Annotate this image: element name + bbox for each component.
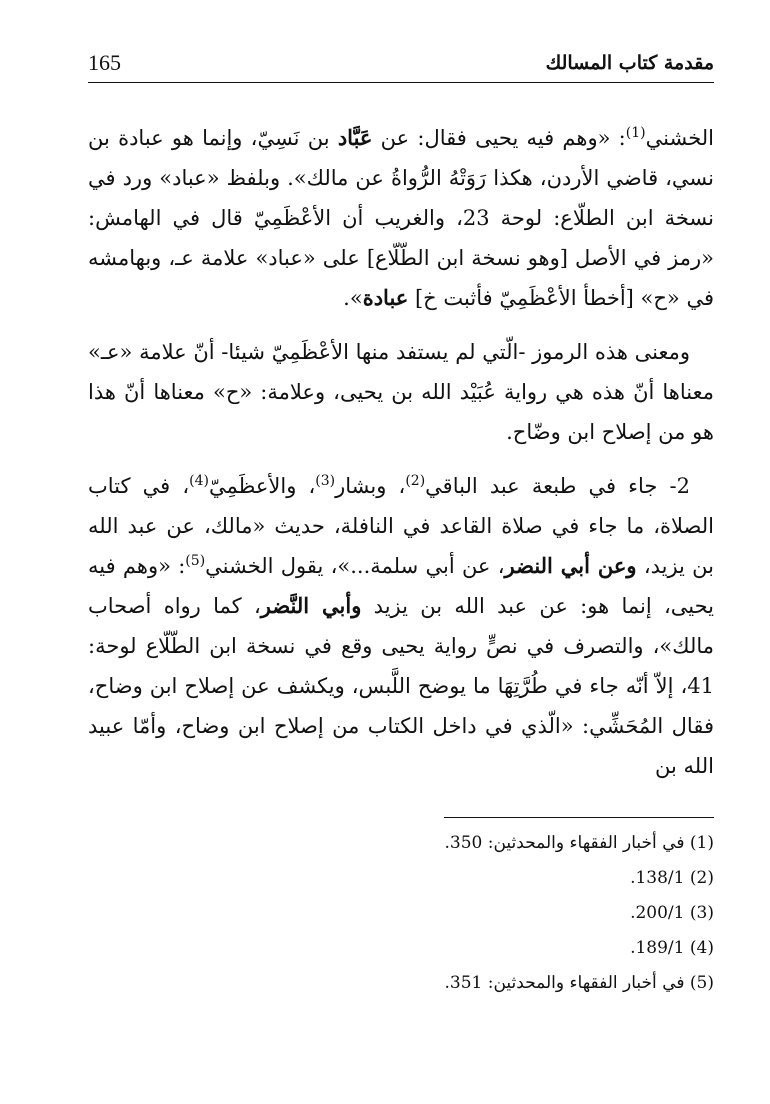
bold-text: وأبي النَّضر (260, 593, 362, 618)
text-run: بن نَسِيّ، وإنما هو عبادة بن نسي، قاضي الأردن، هكذا رَوَتْهُ الرُّواةُ عن مالك». وبلفظ «عباد» ورد في نسخة ابن الطلّاع: لوحة 23، والغريب أن الأعْظَمِيّ قال في الهامش: «رمز في الأصل [وهو نسخة ابن الطّلّاع] على «عباد» علامة عـ، وبهامشه في «ح» [أخطأ الأعْظَمِيّ فأثبت خ] (88, 126, 715, 310)
bold-text: وعن أبي النضر (504, 553, 637, 578)
body-text (88, 118, 714, 800)
text-run: ، في كتاب الصلاة، ما جاء في صلاة القاعد في النافلة، حديث «مالك، عن عبد الله بن يزيد، (88, 474, 714, 578)
text-run: ، عن أبي سلمة...»، يقول الخشني (205, 554, 505, 578)
text-run: ». (343, 286, 363, 310)
text-run: 2- جاء في طبعة عبد الباقي (425, 474, 690, 498)
footnote-ref: (5) (185, 553, 206, 569)
footnote-2: (2) 138/1. (630, 868, 714, 888)
paragraph-2 (88, 332, 714, 452)
running-head (88, 48, 714, 83)
page-number: 165 (88, 50, 121, 75)
footnote-ref: (1) (625, 125, 646, 141)
text-run: : «وهم فيه يحيى فقال: عن (372, 126, 626, 150)
paragraph-3 (88, 466, 714, 786)
text-run: ، وبشار (335, 474, 406, 498)
footnote-divider (444, 817, 714, 818)
footnotes (88, 826, 714, 1001)
bold-text: عَبَّاد (337, 125, 373, 150)
book-title: مقدمة كتاب المسالك (545, 52, 714, 74)
text-run: : «وهم فيه يحيى، إنما هو: عن عبد الله بن يزيد (88, 554, 714, 618)
footnote-ref: (2) (405, 473, 426, 489)
bold-text: عبادة (362, 285, 409, 310)
text-run: ، كما رواه أصحاب مالك»، والتصرف في نصٍّ رواية يحيى وقع في نسخة ابن الطّلّاع لوحة: 41، إلاّ أنّه جاء في طُرَّتِهَا ما يوضح اللَّبس، ويكشف عن إصلاح ابن وضاح، فقال المُحَشِّي: «الّذي في داخل الكتاب من إصلاح ابن وضاح، وأمّا عبيد الله بن (88, 594, 714, 778)
footnote-1: (1) في أخبار الفقهاء والمحدثين: 350. (444, 833, 714, 853)
text-run: ومعنى هذه الرموز -الّتي لم يستفد منها الأعْظَمِيّ شيئا- أنّ علامة «عـ» معناها أنّ هذه هي رواية عُبَيْد الله بن يحيى، وعلامة: «ح» معناها أنّ هذا هو من إصلاح ابن وضّاح. (88, 340, 714, 444)
text-run: ، والأعظَمِيّ (208, 474, 316, 498)
paragraph-1 (88, 118, 714, 318)
footnote-ref: (3) (315, 473, 336, 489)
footnote-4: (4) 189/1. (630, 938, 714, 958)
footnote-5: (5) في أخبار الفقهاء والمحدثين: 351. (444, 973, 714, 993)
text-run: الخشني (645, 126, 714, 150)
footnote-3: (3) 200/1. (630, 903, 714, 923)
footnote-ref: (4) (189, 473, 209, 489)
